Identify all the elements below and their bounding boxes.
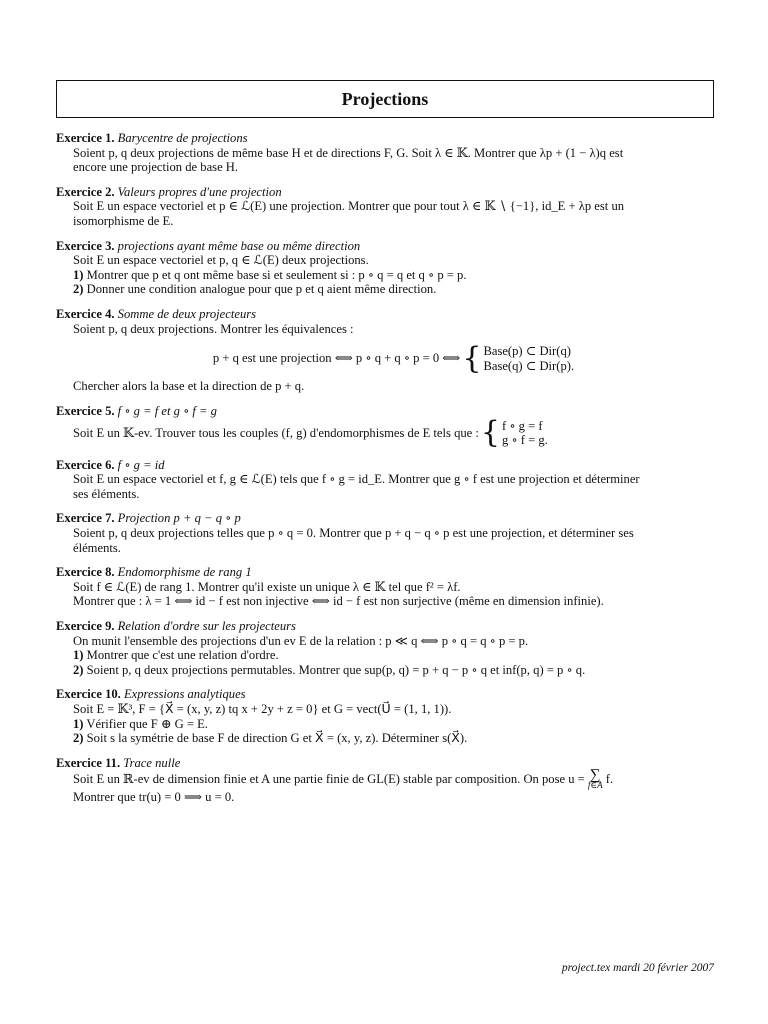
exercise-name: Valeurs propres d'une projection bbox=[117, 184, 282, 199]
sum-operator: ∑ f∈A bbox=[587, 767, 603, 791]
exercise-9 bbox=[56, 619, 714, 677]
exercise-line: Chercher alors la base et la direction de p + q. bbox=[73, 379, 305, 394]
page-title: Projections bbox=[341, 88, 429, 109]
exercise-label: Exercice 7. bbox=[56, 511, 115, 526]
page-footer: project.tex mardi 20 février 2007 bbox=[561, 962, 714, 974]
system-line: Base(q) ⊂ Dir(p). bbox=[483, 358, 575, 373]
exercise-name: Barycentre de projections bbox=[117, 131, 248, 145]
exercise-line: encore une projection de base H. bbox=[73, 160, 239, 175]
exercise-label: Exercice 9. bbox=[56, 619, 115, 634]
exercise-label: Exercice 8. bbox=[56, 565, 115, 580]
question-item: 1) Montrer que p et q ont même base si et seulement si : p ∘ q = q et q ∘ p = p. bbox=[73, 267, 467, 282]
title-box bbox=[56, 80, 714, 118]
exercise-line: Soit E un 𝕂-ev. Trouver tous les couples (f, g) d'endomorphismes de E tels que : bbox=[73, 425, 479, 440]
exercise-1 bbox=[56, 131, 714, 175]
exercise-name: Somme de deux projecteurs bbox=[117, 306, 257, 321]
exercise-5 bbox=[56, 403, 714, 451]
exercise-name: Relation d'ordre sur les projecteurs bbox=[117, 619, 296, 634]
question-item: 2) Soient p, q deux projections permutables. Montrer que sup(p, q) = p + q − p ∘ q et inf(p, q) = p ∘ q. bbox=[73, 662, 586, 677]
left-brace: { bbox=[480, 415, 500, 451]
exercise-label: Exercice 4. bbox=[56, 306, 115, 321]
exercise-name: Projection p + q − q ∘ p bbox=[117, 511, 241, 526]
exercise-line: Soient p, q deux projections telles que p ∘ q = 0. Montrer que p + q − q ∘ p est une projection, et déterminer ses bbox=[73, 526, 634, 541]
exercise-line: ses éléments. bbox=[73, 486, 140, 501]
exercise-name: f ∘ g = f et g ∘ f = g bbox=[117, 403, 217, 418]
exercise-line: Soit E un ℝ-ev de dimension finie et A une partie finie de GL(E) stable par composition. On pose u = ∑ f∈A f. bbox=[73, 767, 614, 791]
exercise-line: Montrer que tr(u) = 0 ⟹ u = 0. bbox=[73, 790, 235, 805]
system-line: f ∘ g = f bbox=[502, 418, 543, 433]
exercise-label: Exercice 10. bbox=[56, 687, 121, 702]
exercise-label: Exercice 5. bbox=[56, 403, 115, 418]
exercise-4 bbox=[56, 307, 714, 394]
question-item: 2) Donner une condition analogue pour que p et q aient même direction. bbox=[73, 282, 437, 297]
display-equation bbox=[73, 340, 714, 376]
exercise-line: On munit l'ensemble des projections d'un ev E de la relation : p ≪ q ⟺ p ∘ q = q ∘ p = p. bbox=[73, 633, 529, 648]
exercise-label: Exercice 2. bbox=[56, 184, 115, 199]
exercise-line: Soit E un espace vectoriel et p ∈ ℒ(E) une projection. Montrer que pour tout λ ∈ 𝕂 ∖ {−1}, id_E + λp est un bbox=[73, 199, 625, 214]
exercise-7 bbox=[56, 511, 714, 555]
exercise-label: Exercice 11. bbox=[56, 755, 121, 770]
exercise-11 bbox=[56, 756, 714, 805]
exercise-name: projections ayant même base ou même direction bbox=[117, 238, 361, 253]
exercise-label: Exercice 3. bbox=[56, 238, 115, 253]
exercise-name: f ∘ g = id bbox=[117, 457, 165, 472]
exercise-line: isomorphisme de E. bbox=[73, 213, 174, 228]
exercise-line: Soit f ∈ ℒ(E) de rang 1. Montrer qu'il existe un unique λ ∈ 𝕂 tel que f² = λf. bbox=[73, 579, 461, 594]
exercise-line: Soient p, q deux projections. Montrer les équivalences : bbox=[73, 321, 354, 336]
system-line: g ∘ f = g. bbox=[502, 433, 548, 448]
exercise-8 bbox=[56, 565, 714, 609]
exercise-label: Exercice 1. bbox=[56, 131, 115, 145]
question-item: 2) Soit s la symétrie de base F de direction G et X⃗ = (x, y, z). Déterminer s(X⃗). bbox=[73, 731, 468, 746]
exercise-line: Montrer que : λ = 1 ⟺ id − f est non injective ⟺ id − f est non surjective (même en dimension infinie). bbox=[73, 594, 604, 609]
exercise-name: Trace nulle bbox=[123, 755, 181, 770]
exercise-name: Expressions analytiques bbox=[123, 687, 246, 702]
exercise-line: Soient p, q deux projections de même base H et de directions F, G. Soit λ ∈ 𝕂. Montrer que λp + (1 − λ)q est bbox=[73, 145, 624, 160]
equation-left: p + q est une projection ⟺ p ∘ q + q ∘ p = 0 ⟺ bbox=[212, 351, 461, 366]
exercise-line: Soit E = 𝕂³, F = {X⃗ = (x, y, z) tq x + 2y + z = 0} et G = vect(U⃗ = (1, 1, 1)). bbox=[73, 702, 452, 716]
exercise-10 bbox=[56, 687, 714, 745]
exercise-line: éléments. bbox=[73, 540, 121, 555]
exercise-6 bbox=[56, 458, 714, 502]
document-page bbox=[56, 80, 714, 815]
left-brace: { bbox=[462, 340, 482, 376]
question-item: 1) Vérifier que F ⊕ G = E. bbox=[73, 716, 208, 731]
exercise-3 bbox=[56, 239, 714, 297]
equation-system bbox=[483, 344, 574, 373]
question-item: 1) Montrer que c'est une relation d'ordre. bbox=[73, 648, 279, 663]
equation-system bbox=[502, 419, 548, 448]
exercise-line: Soit E un espace vectoriel et f, g ∈ ℒ(E) tels que f ∘ g = id_E. Montrer que g ∘ f est une projection et déterminer bbox=[73, 472, 640, 487]
exercise-2 bbox=[56, 185, 714, 229]
system-line: Base(p) ⊂ Dir(q) bbox=[483, 344, 571, 359]
exercise-name: Endomorphisme de rang 1 bbox=[117, 565, 252, 580]
exercise-label: Exercice 6. bbox=[56, 457, 115, 472]
exercise-line: Soit E un espace vectoriel et p, q ∈ ℒ(E) deux projections. bbox=[73, 253, 369, 268]
